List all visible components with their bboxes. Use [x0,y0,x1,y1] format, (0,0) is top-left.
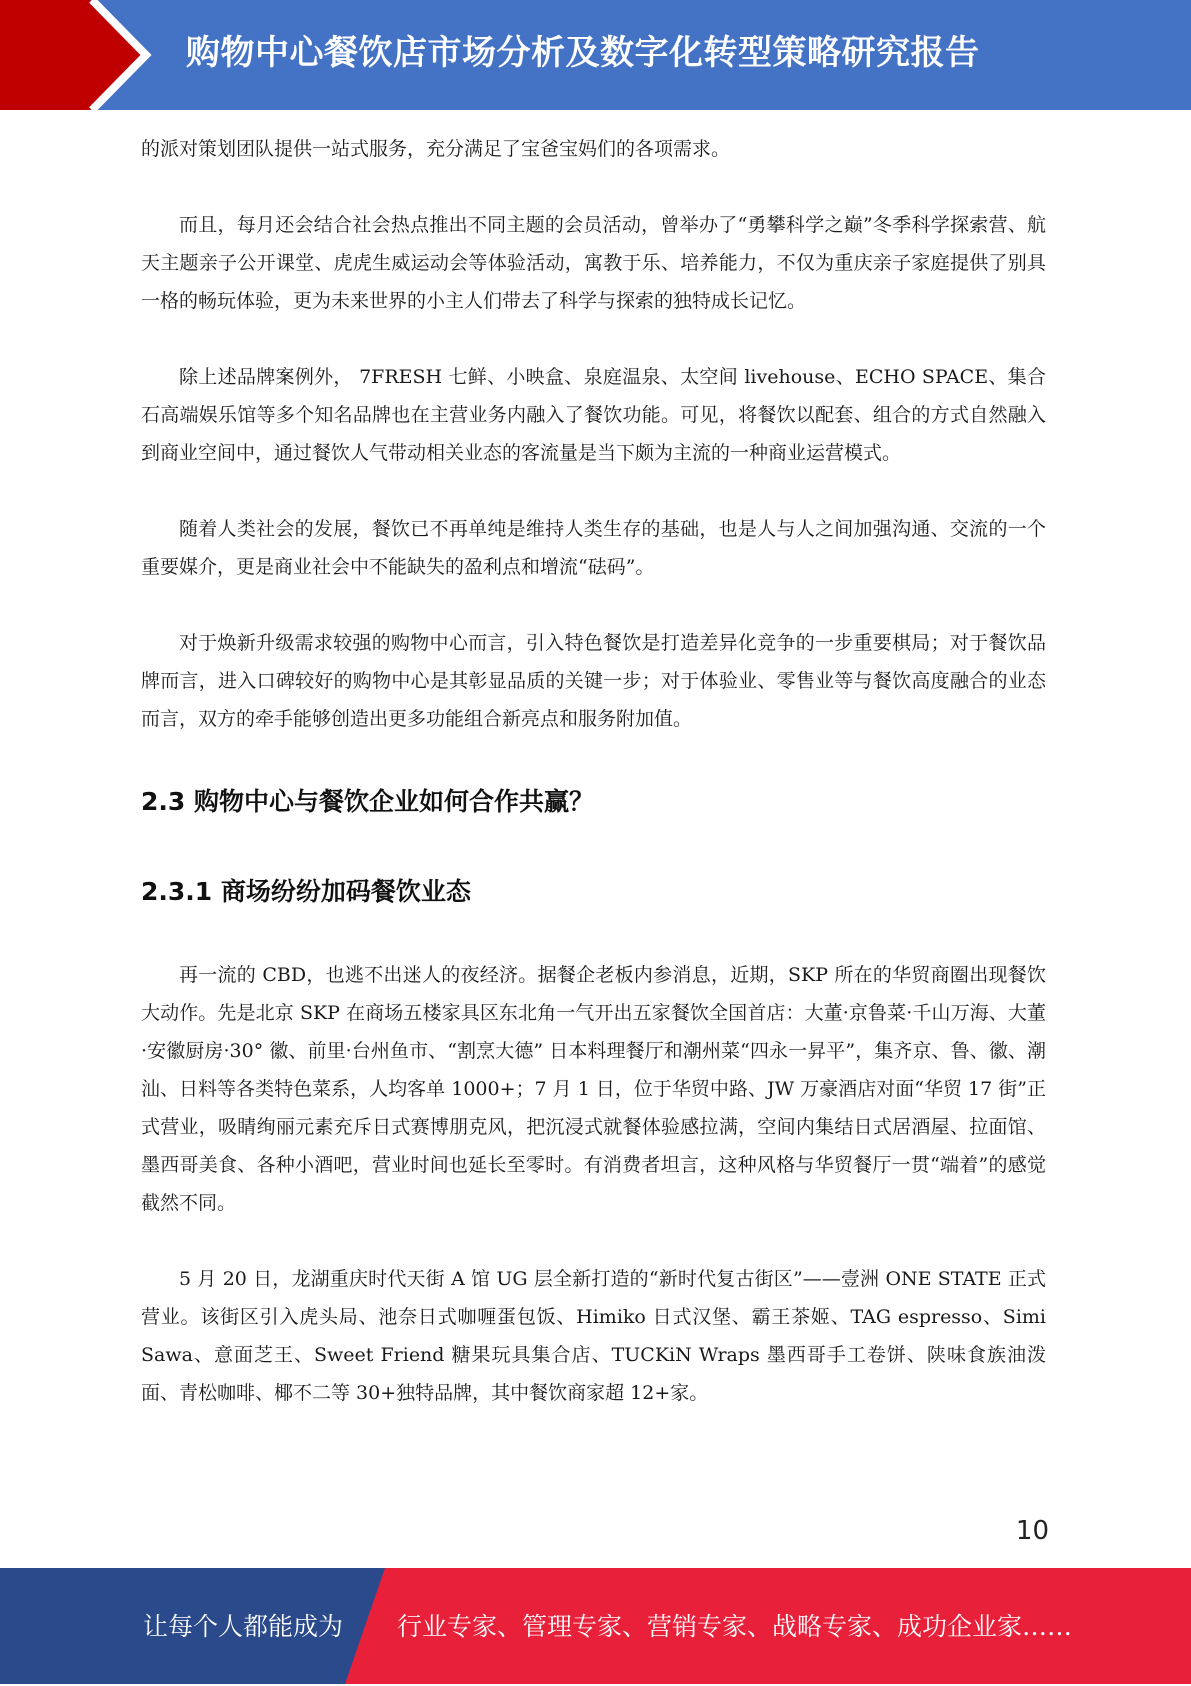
header-banner [0,0,1191,110]
page-number: 10 [1015,1516,1049,1546]
main-content [141,130,1046,1412]
paragraph-member-activities: 而且，每月还会结合社会热点推出不同主题的会员活动，曾举办了“勇攀科学之巅”冬季科学探索营、航天主题亲子公开课堂、虎虎生威运动会等体验活动，寓教于乐、培养能力，不仅为重庆亲子家庭提供了别具一格的畅玩体验，更为未来世界的小主人们带去了科学与探索的独特成长记忆。 [141,214,1046,312]
section-heading-2-3-1: 2.3.1 商场纷纷加码餐饮业态 [141,877,471,906]
paragraph-social-development: 随着人类社会的发展，餐饮已不再单纯是维持人类生存的基础，也是人与人之间加强沟通、交流的一个重要媒介，更是商业社会中不能缺失的盈利点和增流“砝码”。 [141,518,1046,578]
section-heading-2-3: 2.3 购物中心与餐饮企业如何合作共赢？ [141,787,594,816]
paragraph-brand-cases: 除上述品牌案例外， 7FRESH 七鲜、小映盒、泉庭温泉、太空间 livehouse、ECHO SPACE、集合石高端娱乐馆等多个知名品牌也在主营业务内融入了餐饮功能。可见，将餐饮以配套、组合的方式自然融入到商业空间中，通过餐饮人气带动相关业态的客流量是当下颇为主流的一种商业运营模式。 [141,366,1046,464]
footer-banner [0,1568,1191,1684]
header-arrow-decoration [0,0,160,110]
footer-slogan-right: 行业专家、管理专家、营销专家、战略专家、成功企业家…… [397,1612,1073,1641]
paragraph-longfor-chongqing: 5 月 20 日，龙湖重庆时代天街 A 馆 UG 层全新打造的“新时代复古街区”——壹洲 ONE STATE 正式营业。该街区引入虎头局、池奈日式咖喱蛋包饭、Himiko 日式汉堡、霸王茶姬、TAG espresso、Simi Sawa、意面芝王、Sweet Friend 糖果玩具集合店、TUCKiN Wraps 墨西哥手工卷饼、陕味食族油泼面、青松咖啡、椰不二等 30+独特品牌，其中餐饮商家超 12+家。 [141,1268,1046,1404]
paragraph-skp-cbd: 再一流的 CBD，也逃不出迷人的夜经济。据餐企老板内参消息，近期，SKP 所在的华贸商圈出现餐饮大动作。先是北京 SKP 在商场五楼家具区东北角一气开出五家餐饮全国首店：大董·京鲁菜·千山万海、大董·安徽厨房·30° 徽、前里·台州鱼市、“割烹大德” 日本料理餐厅和潮州菜“四永一昇平”，集齐京、鲁、徽、潮汕、日料等各类特色菜系，人均客单 1000+；7 月 1 日，位于华贸中路、JW 万豪酒店对面“华贸 17 街”正式营业，吸睛绚丽元素充斥日式赛博朋克风，把沉浸式就餐体验感拉满，空间内集结日式居酒屋、拉面馆、墨西哥美食、各种小酒吧，营业时间也延长至零时。有消费者坦言，这种风格与华贸餐厅一贯“端着”的感觉截然不同。 [141,964,1046,1214]
report-title: 购物中心餐饮店市场分析及数字化转型策略研究报告 [186,33,980,73]
paragraph-continued: 的派对策划团队提供一站式服务，充分满足了宝爸宝妈们的各项需求。 [141,138,731,160]
paragraph-upgrade-strategy: 对于焕新升级需求较强的购物中心而言，引入特色餐饮是打造差异化竞争的一步重要棋局；对于餐饮品牌而言，进入口碑较好的购物中心是其彰显品质的关键一步；对于体验业、零售业等与餐饮高度融合的业态而言，双方的牵手能够创造出更多功能组合新亮点和服务附加值。 [141,632,1046,730]
footer-slogan-left: 让每个人都能成为 [143,1612,344,1641]
